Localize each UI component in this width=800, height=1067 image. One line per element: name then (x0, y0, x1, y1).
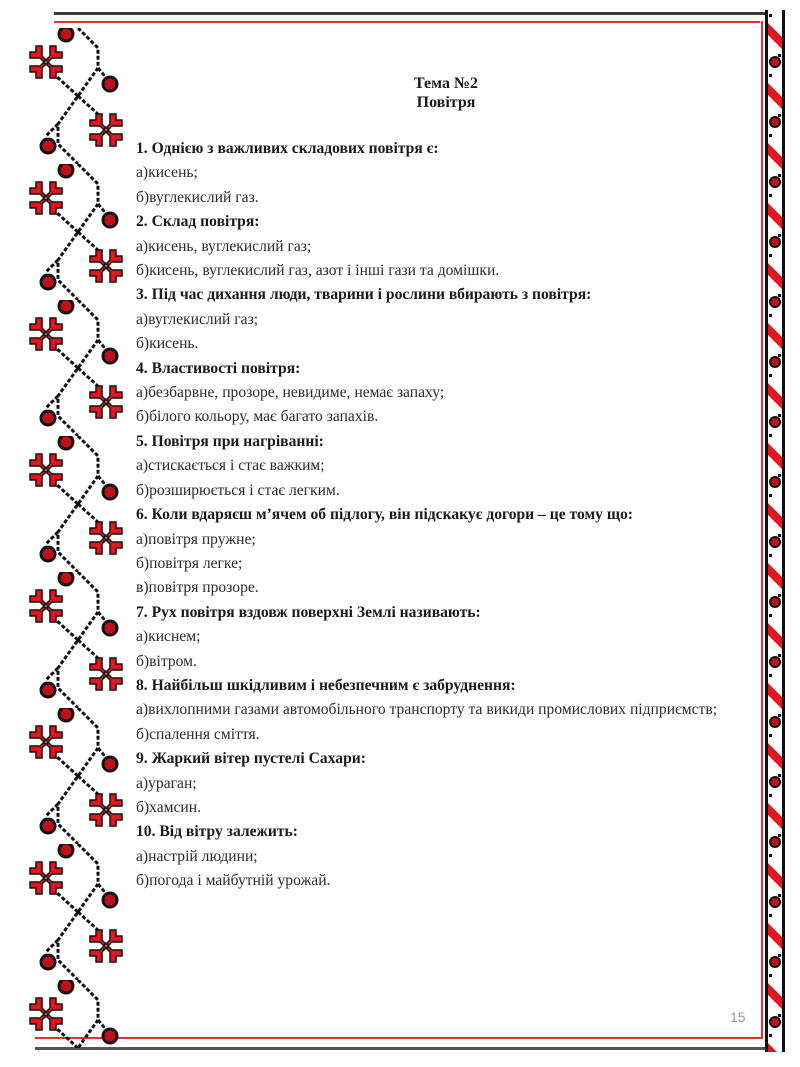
border-bottom-dark-line (35, 1047, 770, 1050)
answer-option: б)кисень, вуглекислий газ, азот і інші гази та домішки. (136, 262, 500, 280)
answer-option: б)білого кольору, має багато запахів. (136, 408, 379, 426)
answer-option: б)вітром. (136, 652, 197, 670)
answer-option: а)настрій людини; (136, 847, 258, 865)
border-top-red-line (54, 21, 760, 23)
question-list (136, 137, 756, 894)
question-text: 2. Склад повітря: (136, 213, 260, 231)
border-top-dark-line (54, 12, 766, 15)
question-text: 5. Повітря при нагріванні: (136, 432, 324, 450)
answer-option: б)вуглекислий газ. (136, 188, 259, 206)
question-text: 7. Рух повітря вздовж поверхні Землі називають: (136, 603, 481, 621)
question-text: 4. Властивості повітря: (136, 359, 301, 377)
answer-option: а)кисень, вуглекислий газ; (136, 237, 312, 255)
answer-option: в)повітря прозоре. (136, 579, 259, 597)
border-right-red-line (761, 21, 763, 1039)
border-bottom-red-line (35, 1037, 763, 1039)
answer-option: б)спалення сміття. (136, 725, 260, 743)
answer-option: б)розширюється і стає легким. (136, 481, 340, 499)
question-text: 6. Коли вдаряєш м’ячем об підлогу, він підскакує догори – це тому що: (136, 506, 633, 524)
question-text: 3. Під час дихання люди, тварини і рослини вбирають з повітря: (136, 286, 592, 304)
quiz-content (136, 74, 756, 894)
answer-option: б)повітря легке; (136, 554, 243, 572)
answer-option: а)безбарвне, прозоре, невидиме, немає запаху; (136, 384, 445, 402)
answer-option: а)ураган; (136, 774, 197, 792)
question-text: 8. Найбільш шкідливим і небезпечним є забруднення: (136, 676, 516, 694)
answer-option: б)кисень. (136, 335, 199, 353)
topic-number: Тема №2 (413, 75, 479, 92)
answer-option: а)стискається і стає важким; (136, 457, 325, 475)
question-text: 1. Однією з важливих складових повітря є: (136, 140, 439, 157)
page-title: Повітря (416, 94, 476, 111)
question-text: 10. Від вітру залежить: (136, 823, 298, 841)
question-text: 9. Жаркий вітер пустелі Сахари: (136, 750, 366, 768)
embroidery-ornament-right (765, 10, 785, 1052)
page-number: 15 (730, 1009, 746, 1025)
answer-option: а)киснем; (136, 628, 201, 646)
answer-option: а)вуглекислий газ; (136, 310, 259, 328)
answer-option: а)повітря пружне; (136, 530, 256, 548)
answer-option: а)вихлопними газами автомобільного транспорту та викиди промислових підприємств; (136, 701, 718, 719)
answer-option: б)хамсин. (136, 798, 202, 816)
answer-option: а)кисень; (136, 164, 198, 182)
answer-option: б)погода і майбутній урожай. (136, 872, 331, 890)
embroidery-ornament-left (18, 28, 128, 1048)
